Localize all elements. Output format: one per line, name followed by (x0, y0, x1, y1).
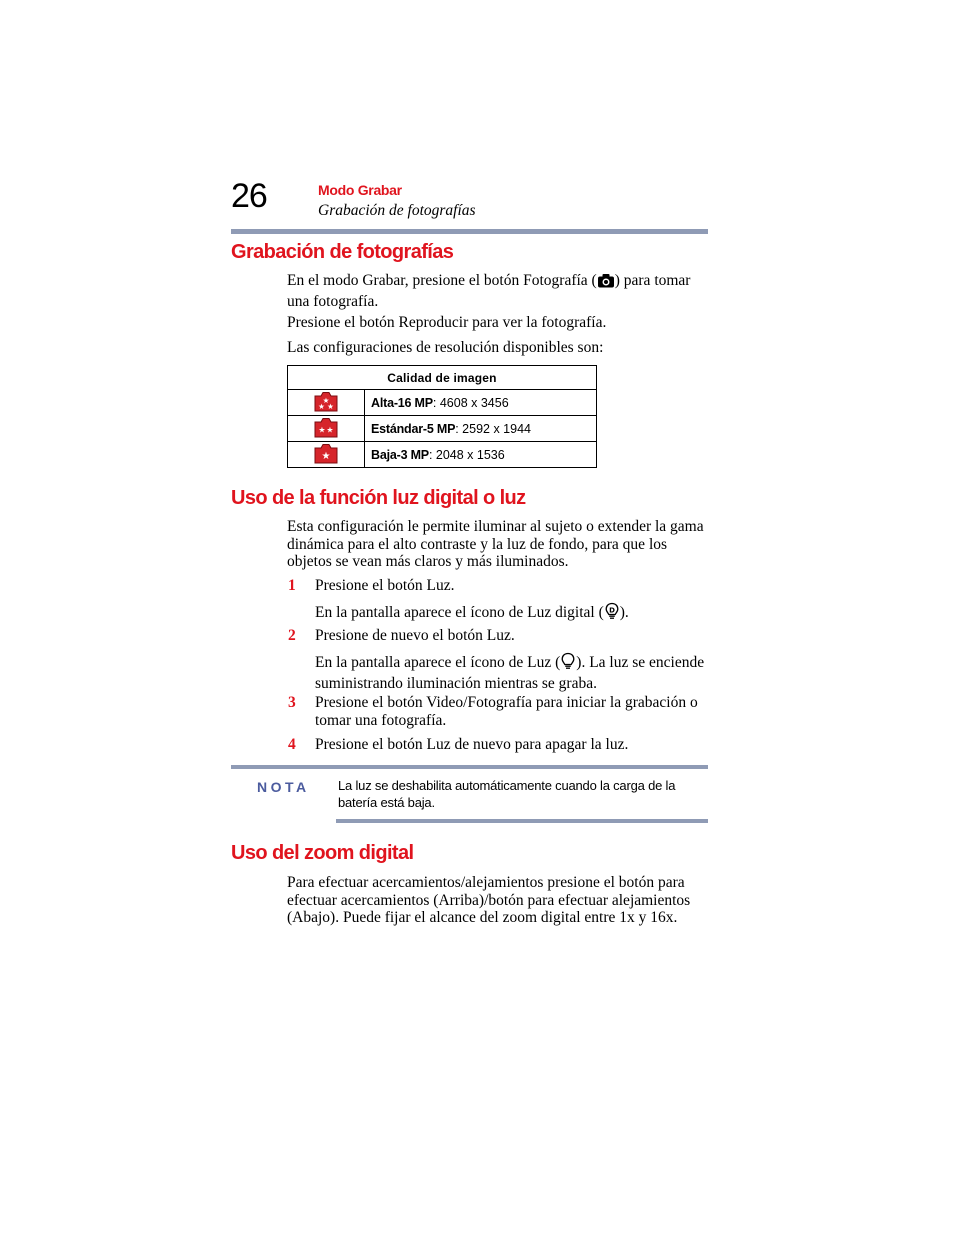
step-subtext-2-after: ). La luz se enciende suministrando iluminación mientras se graba. (315, 654, 705, 692)
paragraph-resolutions: Las configuraciones de resolución disponibles son: (287, 339, 604, 356)
step-text-2: Presione de nuevo el botón Luz. (315, 627, 515, 644)
section-title-digital-light: Uso de la función luz digital o luz (231, 487, 526, 509)
step-subtext-1 (315, 602, 715, 625)
step-text-3: Presione el botón Video/Fotografía para iniciar la grabación o tomar una fotografía. (315, 694, 698, 729)
running-header-subsection: Grabación de fotografías (318, 202, 476, 219)
table-row (288, 442, 597, 468)
table-row (288, 416, 597, 442)
step-number-1: 1 (288, 577, 296, 594)
step-subtext-2 (315, 652, 715, 692)
quality-low-cell (365, 442, 597, 468)
step-text-4: Presione el botón Luz de nuevo para apagar la luz. (315, 736, 629, 753)
camera-icon (597, 273, 615, 293)
three-star-quality-icon (288, 390, 365, 416)
table-header-row (288, 366, 597, 390)
step-number-4: 4 (288, 736, 296, 753)
step-text-1: Presione el botón Luz. (315, 577, 455, 594)
image-quality-table (287, 365, 597, 468)
quality-low-label: Baja-3 MP (371, 447, 429, 462)
paragraph-playback: Presione el botón Reproducir para ver la fotografía. (287, 314, 607, 331)
quality-standard-cell (365, 416, 597, 442)
one-star-quality-icon (288, 442, 365, 468)
paragraph-photo-button-after: ) para tomar una fotografía. (287, 272, 691, 310)
digital-light-icon (604, 602, 620, 625)
svg-text:★: ★ (322, 395, 330, 405)
step-subtext-1-after: ). (619, 604, 629, 621)
step-subtext-2-before: En la pantalla aparece el ícono de Luz ( (315, 654, 561, 671)
table-row (288, 390, 597, 416)
header-rule (231, 229, 708, 234)
table-header: Calidad de imagen (288, 366, 597, 390)
note-text: La luz se deshabilita automáticamente cuando la carga de la batería está baja. (338, 778, 676, 810)
section-title-photo-recording: Grabación de fotografías (231, 241, 454, 263)
paragraph-photo-button (287, 272, 712, 310)
quality-standard-value: : 2592 x 1944 (455, 421, 531, 436)
running-header-section: Modo Grabar (318, 182, 402, 198)
quality-standard-label: Estándar-5 MP (371, 421, 456, 436)
page-number: 26 (231, 177, 267, 215)
step-number-2: 2 (288, 627, 296, 644)
quality-high-label: Alta-16 MP (371, 395, 433, 410)
paragraph-zoom: Para efectuar acercamientos/alejamientos presione el botón para efectuar acercamientos (Arriba)/botón para efectuar alejamientos (Abajo). Puede fijar el alcance del zoom digital entre 1x y 16x. (287, 874, 691, 926)
note-rule-top (231, 765, 708, 769)
paragraph-photo-button-before: En el modo Grabar, presione el botón Fotografía ( (287, 272, 597, 289)
note-label: NOTA (257, 779, 310, 795)
paragraph-light-intro: Esta configuración le permite iluminar al sujeto o extender la gama dinámica para el alto contraste y la luz de fondo, para que los objetos se vean más claros y más iluminados. (287, 518, 704, 570)
section-title-digital-zoom: Uso del zoom digital (231, 842, 414, 864)
svg-text:★: ★ (318, 401, 325, 411)
step-number-3: 3 (288, 694, 296, 711)
svg-text:★: ★ (327, 401, 334, 411)
svg-text:★: ★ (318, 425, 326, 434)
two-star-quality-icon (288, 416, 365, 442)
quality-low-value: : 2048 x 1536 (428, 447, 505, 462)
note-rule-bottom (336, 819, 708, 823)
quality-high-cell (365, 390, 597, 416)
light-bulb-icon (560, 652, 576, 675)
svg-text:★: ★ (321, 450, 331, 462)
quality-high-value: : 4608 x 3456 (432, 395, 509, 410)
step-subtext-1-before: En la pantalla aparece el ícono de Luz digital ( (315, 604, 604, 621)
svg-text:★: ★ (326, 425, 334, 434)
svg-text:D: D (608, 606, 615, 615)
